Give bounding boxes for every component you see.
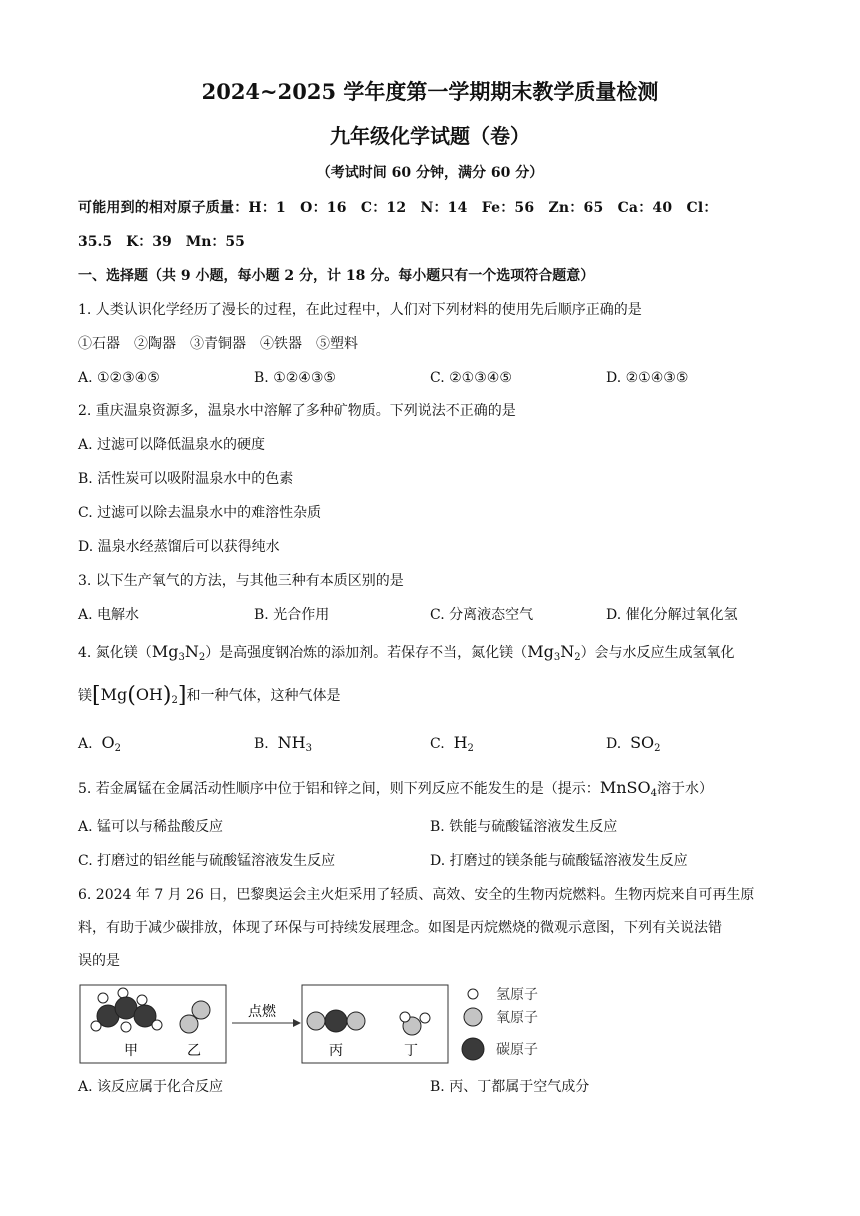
question-4-option-a: A. $O_2$ [78,733,121,754]
legend-carbon-label: 碳原子 [496,1042,538,1058]
question-3-option-c: C. 分离液态空气 [430,607,534,623]
question-1-option-a: A. ①②③④⑤ [78,370,160,386]
label-ding: 丁 [404,1043,418,1059]
question-2-option-c: C. 过滤可以除去温泉水中的难溶性杂质 [78,505,322,521]
question-3-option-a: A. 电解水 [78,607,140,623]
question-4-text-d: 镁 [78,688,92,704]
question-4-text-a: 4. 氮化镁（ [78,645,152,661]
question-4-option-c: C. $H_2$ [430,733,474,754]
atomic-mass-line-2: 35.5 K：39 Mn：55 [78,234,245,250]
arrow-head [293,1019,301,1027]
legend-carbon-swatch [462,1038,484,1060]
question-2-option-b: B. 活性炭可以吸附温泉水中的色素 [78,471,294,487]
formula-mnso4: MnSO$_4$ [599,778,657,799]
question-5-option-a: A. 锰可以与稀盐酸反应 [78,819,224,835]
label-bing: 丙 [329,1043,343,1059]
question-1-option-b: B. ①②④③⑤ [254,370,336,386]
formula-mg3n2-second: $Mg_3N_2$ [527,642,581,663]
exam-title: 2024~2025 学年度第一学期期末教学质量检测 [201,79,659,104]
question-4-text-e: 和一种气体，这种气体是 [186,688,341,704]
legend [462,987,538,1060]
question-2-stem: 2. 重庆温泉资源多，温泉水中溶解了多种矿物质。下列说法不正确的是 [78,403,516,419]
formula-mg-oh-2: $[Mg(OH)_2]$ [92,683,187,708]
label-jia: 甲 [124,1043,138,1059]
label-yi: 乙 [187,1043,201,1059]
question-3-option-b: B. 光合作用 [254,607,330,623]
question-5-option-c: C. 打磨过的铝丝能与硫酸锰溶液发生反应 [78,853,336,869]
propane-molecule [91,988,162,1032]
legend-oxygen-label: 氧原子 [496,1010,538,1026]
question-5-option-d: D. 打磨过的镁条能与硫酸锰溶液发生反应 [430,853,688,869]
question-1-stem: 1. 人类认识化学经历了漫长的过程，在此过程中，人们对下列材料的使用先后顺序正确的是 [78,302,642,318]
exam-time-note: （考试时间 60 分钟，满分 60 分） [316,165,544,181]
question-4-option-b: B. $NH_3$ [254,733,312,754]
question-4-text-c: ）会与水反应生成氢氧化 [580,645,735,661]
oxygen-molecule [180,1001,210,1033]
question-5-option-b: B. 铁能与硫酸锰溶液发生反应 [430,819,618,835]
question-1-option-d: D. ②①④③⑤ [606,370,689,386]
arrow-label: 点燃 [248,1004,276,1020]
question-1-items: ①石器 ②陶器 ③青铜器 ④铁器 ⑤塑料 [78,336,358,352]
question-2-option-a: A. 过滤可以降低温泉水的硬度 [78,437,266,453]
question-4-text-b: ）是高强度钢冶炼的添加剂。若保存不当，氮化镁（ [205,645,528,661]
carbon-dioxide-molecule [307,1010,365,1032]
question-6-line-1: 6. 2024 年 7 月 26 日，巴黎奥运会主火炬采用了轻质、高效、安全的生物丙烷燃料。生物丙烷来自可再生原 [78,887,755,903]
question-3-option-d: D. 催化分解过氧化氢 [606,607,738,623]
question-3-stem: 3. 以下生产氧气的方法，与其他三种有本质区别的是 [78,573,404,589]
legend-hydrogen-label: 氢原子 [496,987,538,1003]
question-4-option-d: D. $SO_2$ [606,733,661,754]
water-molecule [400,1012,430,1035]
legend-hydrogen-swatch [468,989,478,999]
question-1-option-c: C. ②①③④⑤ [430,370,512,386]
atomic-mass-line-1: 可能用到的相对原子质量：H：1 O：16 C：12 N：14 Fe：56 Zn：65 Ca：40 Cl： [78,200,718,216]
question-6-option-a: A. 该反应属于化合反应 [78,1079,224,1095]
legend-oxygen-swatch [464,1008,482,1026]
question-6-option-b: B. 丙、丁都属于空气成分 [430,1079,590,1095]
question-6-line-2: 料，有助于减少碳排放，体现了环保与可持续发展理念。如图是丙烷燃烧的微观示意图，下列有关说法错 [78,920,722,936]
section-heading: 一、选择题（共 9 小题，每小题 2 分，计 18 分。每小题只有一个选项符合题意） [78,268,595,284]
question-2-option-d: D. 温泉水经蒸馏后可以获得纯水 [78,539,280,555]
question-5-stem: 5. 若金属锰在金属活动性顺序中位于铝和锌之间，则下列反应不能发生的是（提示：MnSO$_4$溶于水） [78,778,713,799]
formula-mg3n2: $Mg_3N_2$ [151,642,206,663]
exam-subtitle: 九年级化学试题（卷） [330,124,530,148]
question-6-line-3: 误的是 [78,953,120,969]
